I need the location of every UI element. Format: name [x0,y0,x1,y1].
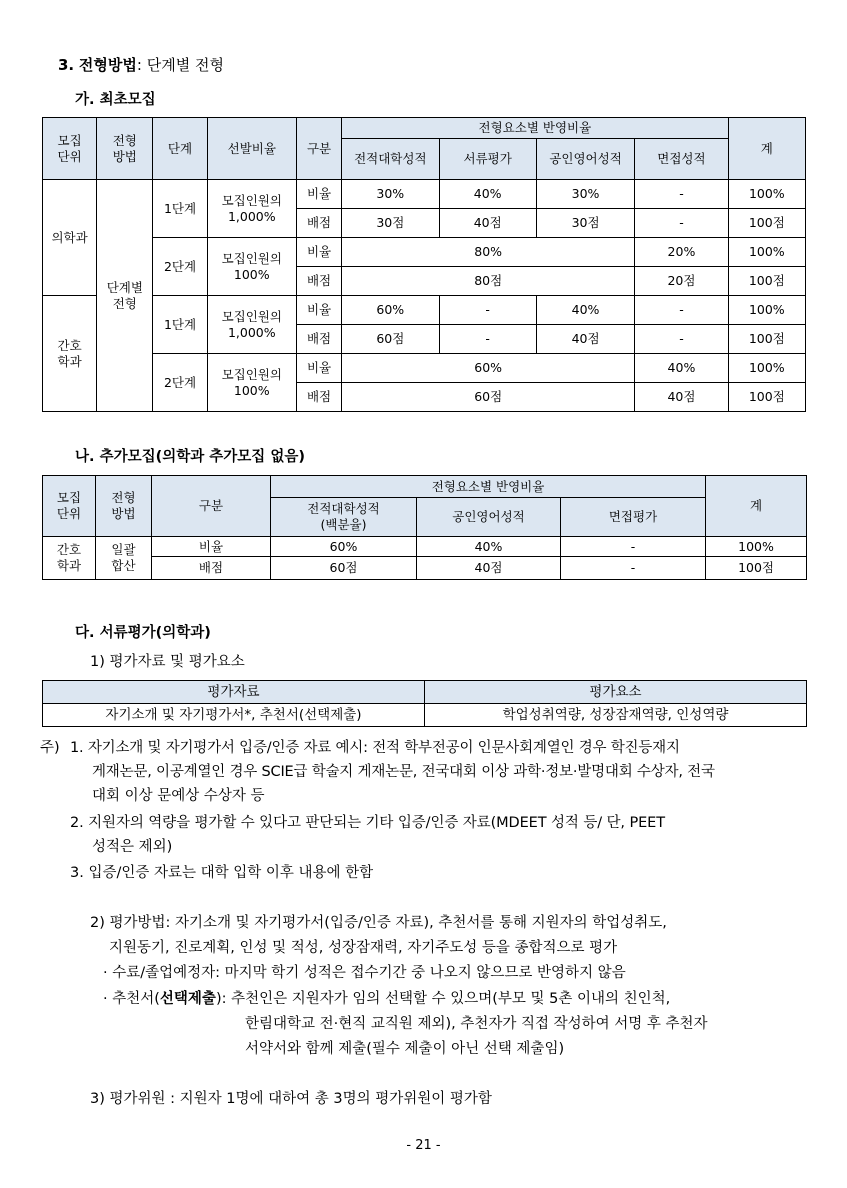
kind-rate: 비율 [296,180,341,209]
cell: 40% [536,296,634,325]
selection-ratio: 모집인원의 1,000% [207,180,296,238]
selection-ratio: 모집인원의 1,000% [207,296,296,354]
header-unit: 모집 단위 [43,118,97,180]
note-1-line-2: 게재논문, 이공계열인 경우 SCIE급 학술지 게재논문, 전국대회 이상 과학·정보·발명대회 수상자, 전국 [92,764,715,780]
cell: - [439,325,536,354]
bullet-bold-text: 선택제출 [159,991,216,1007]
header-element: 평가요소 [425,681,807,704]
header-ratio: 선발비율 [207,118,296,180]
note-1-line-3: 대회 이상 문예상 수상자 등 [92,788,265,804]
page-number: - 21 - [406,1138,441,1153]
bullet-recommendation [103,988,670,1011]
heading-number: 3. [58,56,75,74]
header-gpa: 전적대학성적 [342,139,439,180]
method-staged: 단계별 전형 [97,180,153,412]
kind-score: 배점 [152,557,271,580]
cell: - [635,325,728,354]
cell: 60% [342,354,635,383]
evaluation-table [42,680,807,727]
kind-rate: 비율 [296,354,341,383]
cell: 100점 [728,325,805,354]
cell: 100% [728,238,805,267]
header-unit: 모집 단위 [43,476,96,537]
header-stage: 단계 [153,118,207,180]
cell: 60점 [271,557,417,580]
cell: 60점 [342,325,439,354]
subsection-c-title: 다. 서류평가(의학과) [75,625,211,641]
sub-item-2-line-1: 2) 평가방법: 자기소개 및 자기평가서(입증/인증 자료), 추천서를 통해 지원자의 학업성취도, [90,915,667,931]
header-gpa: 전적대학성적 (백분율) [271,498,417,537]
initial-recruitment-table [42,117,806,412]
cell: 30점 [536,209,634,238]
header-total: 계 [728,118,805,180]
bullet-graduate: · 수료/졸업예정자: 마지막 학기 성적은 접수기간 중 나오지 않으므로 반영하지 않음 [103,965,626,981]
kind-rate: 비율 [296,296,341,325]
cell: 100% [706,537,807,557]
stage-1: 1단계 [153,296,207,354]
notes-prefix: 주) [40,740,60,756]
note-3: 3. 입증/인증 자료는 대학 입학 이후 내용에 한함 [70,865,374,881]
cell-element: 학업성취역량, 성장잠재역량, 인성역량 [425,704,807,727]
sub-item-1: 1) 평가자료 및 평가요소 [90,654,245,670]
cell-material: 자기소개 및 자기평가서*, 추천서(선택제출) [43,704,425,727]
header-kind: 구분 [296,118,341,180]
unit-medicine: 의학과 [43,180,97,296]
header-method: 전형 방법 [97,118,153,180]
cell: 30% [342,180,439,209]
cell: 80점 [342,267,635,296]
bullet-recommendation-line-2: 한림대학교 전·현직 교직원 제외), 추천자가 직접 작성하여 서명 후 추천자 [245,1016,708,1032]
header-eng: 공인영어성적 [417,498,561,537]
cell: - [635,180,728,209]
kind-score: 배점 [296,325,341,354]
unit-nursing: 간호 학과 [43,537,96,580]
heading-title: 전형방법 [78,56,137,74]
heading-rest: : 단계별 전형 [136,56,224,74]
stage-2: 2단계 [153,354,207,412]
cell: 40% [439,180,536,209]
cell: 20% [635,238,728,267]
bullet-recommendation-line-3: 서약서와 함께 제출(필수 제출이 아닌 선택 제출임) [245,1041,565,1057]
cell: 100점 [728,383,805,412]
method-combined: 일괄 합산 [96,537,152,580]
sub-item-3: 3) 평가위원 : 지원자 1명에 대하여 총 3명의 평가위원이 평가함 [90,1091,492,1107]
cell: 40% [417,537,561,557]
bullet-text: · 추천서( [103,991,160,1007]
cell: - [635,296,728,325]
cell: 30% [536,180,634,209]
cell: 60% [342,296,439,325]
header-kind: 구분 [152,476,271,537]
stage-2: 2단계 [153,238,207,296]
cell: 40점 [417,557,561,580]
cell: 100% [728,296,805,325]
cell: 100% [728,180,805,209]
header-doc: 서류평가 [439,139,536,180]
cell: 100점 [706,557,807,580]
note-2-line-1: 2. 지원자의 역량을 평가할 수 있다고 판단되는 기타 입증/인증 자료(MDEET 성적 등/ 단, PEET [70,815,665,831]
stage-1: 1단계 [153,180,207,238]
kind-rate: 비율 [296,238,341,267]
kind-score: 배점 [296,209,341,238]
cell: - [561,557,706,580]
header-iv: 면접평가 [561,498,706,537]
note-1-line-1: 1. 자기소개 및 자기평가서 입증/인증 자료 예시: 전적 학부전공이 인문사회계열인 경우 학진등재지 [70,740,680,756]
unit-nursing: 간호 학과 [43,296,97,412]
selection-ratio: 모집인원의 100% [207,238,296,296]
cell: - [561,537,706,557]
header-method: 전형 방법 [96,476,152,537]
selection-ratio: 모집인원의 100% [207,354,296,412]
cell: 40점 [439,209,536,238]
subsection-a-title: 가. 최초모집 [75,92,156,108]
cell: 20점 [635,267,728,296]
additional-recruitment-table [42,475,807,580]
kind-score: 배점 [296,383,341,412]
subsection-b-title: 나. 추가모집(의학과 추가모집 없음) [75,449,306,465]
note-2-line-2: 성적은 제외) [92,839,173,855]
header-material: 평가자료 [43,681,425,704]
header-group: 전형요소별 반영비율 [342,118,729,139]
kind-score: 배점 [296,267,341,296]
header-total: 계 [706,476,807,537]
cell: 60점 [342,383,635,412]
cell: 100점 [728,209,805,238]
header-iv: 면접성적 [635,139,728,180]
cell: - [635,209,728,238]
header-eng: 공인영어성적 [536,139,634,180]
sub-item-2-line-2: 지원동기, 진로계획, 인성 및 적성, 성장잠재력, 자기주도성 등을 종합적으로 평가 [109,940,618,956]
section-heading [58,54,224,75]
kind-rate: 비율 [152,537,271,557]
cell: - [439,296,536,325]
cell: 100% [728,354,805,383]
bullet-text: ): 추천인은 지원자가 임의 선택할 수 있으며(부모 및 5촌 이내의 친인척, [215,991,671,1007]
header-group: 전형요소별 반영비율 [271,476,706,498]
cell: 40% [635,354,728,383]
cell: 60% [271,537,417,557]
cell: 40점 [536,325,634,354]
cell: 100점 [728,267,805,296]
cell: 40점 [635,383,728,412]
cell: 80% [342,238,635,267]
cell: 30점 [342,209,439,238]
